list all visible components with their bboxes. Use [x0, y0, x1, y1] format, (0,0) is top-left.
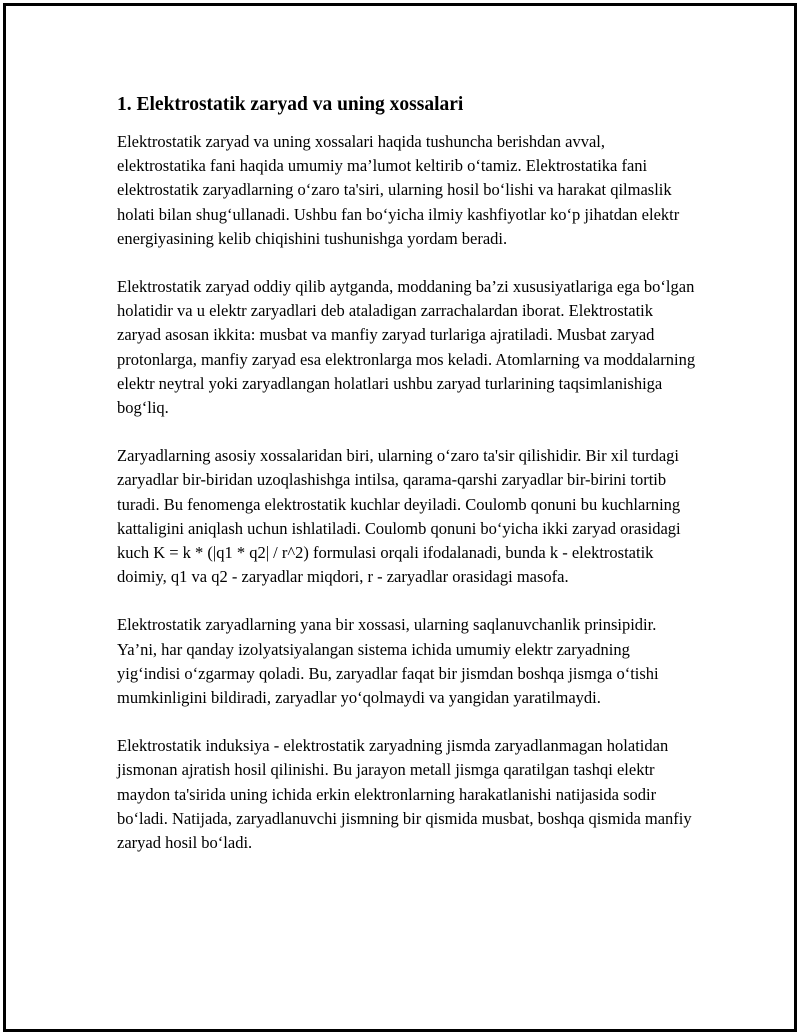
paragraph-induction: Elektrostatik induksiya - elektrostatik zaryadning jismda zaryadlanmagan holatidan jismonan ajratish hosil qilinishi. Bu jarayon metall jismga qaratilgan tashqi elektr maydon ta'sirida uning ichida erkin elektronlarning harakatlanishi natijasida sodir bo‘ladi. Natijada, zaryadlanuvchi jismning bir qismida musbat, boshqa qismida manfiy zaryad hosil bo‘ladi.	[117, 736, 692, 853]
paragraph-charge-definition: Elektrostatik zaryad oddiy qilib aytganda, moddaning ba’zi xususiyatlariga ega bo‘lgan holatidir va u elektr zaryadlari deb ataladigan zarrachalardan iborat. Elektrostatik zaryad asosan ikkita: musbat va manfiy zaryad turlariga ajratiladi. Musbat zaryad protonlarga, manfiy zaryad esa elektronlarga mos keladi. Atomlarning va moddalarning elektr neytral yoki zaryadlangan holatlari ushbu zaryad turlarining taqsimlanishiga bog‘liq.	[117, 277, 696, 418]
paragraph-conservation: Elektrostatik zaryadlarning yana bir xossasi, ularning saqlanuvchanlik prinsipidir. Ya’ni, har qanday izolyatsiyalangan sistema ichida umumiy elektr zaryadning yig‘indisi o‘zgarmay qoladi. Bu, zaryadlar faqat bir jismdan boshqa jismga o‘tishi mumkinligini bildiradi, zaryadlar yo‘qolmaydi va yangidan yaratilmaydi.	[117, 615, 659, 708]
section-title: 1. Elektrostatik zaryad va uning xossalari	[117, 94, 464, 115]
document-body	[117, 92, 697, 879]
paragraph-interaction: Zaryadlarning asosiy xossalaridan biri, ularning o‘zaro ta'sir qilishidir. Bir xil turdagi zaryadlar bir-biridan uzoqlashishga intilsa, qarama-qarshi zaryadlar bir-birini tortib turadi. Bu fenomenga elektrostatik kuchlar deyiladi. Coulomb qonuni bu kuchlarning kattaligini aniqlash uchun ishlatiladi. Coulomb qonuni bo‘yicha ikki zaryad orasidagi kuch K = k * (|q1 * q2| / r^2) formulasi orqali ifodalanadi, bunda k - elektrostatik doimiy, q1 va q2 - zaryadlar miqdori, r - zaryadlar orasidagi masofa.	[117, 446, 681, 587]
paragraph-intro: Elektrostatik zaryad va uning xossalari haqida tushuncha berishdan avval, elektrostatika fani haqida umumiy ma’lumot keltirib o‘tamiz. Elektrostatika fani elektrostatik zaryadlarning o‘zaro ta'siri, ularning hosil bo‘lishi va harakat qilmaslik holati bilan shug‘ullanadi. Ushbu fan bo‘yicha ilmiy kashfiyotlar ko‘p jihatdan elektr energiyasining kelib chiqishini tushunishga yordam beradi.	[117, 132, 680, 248]
